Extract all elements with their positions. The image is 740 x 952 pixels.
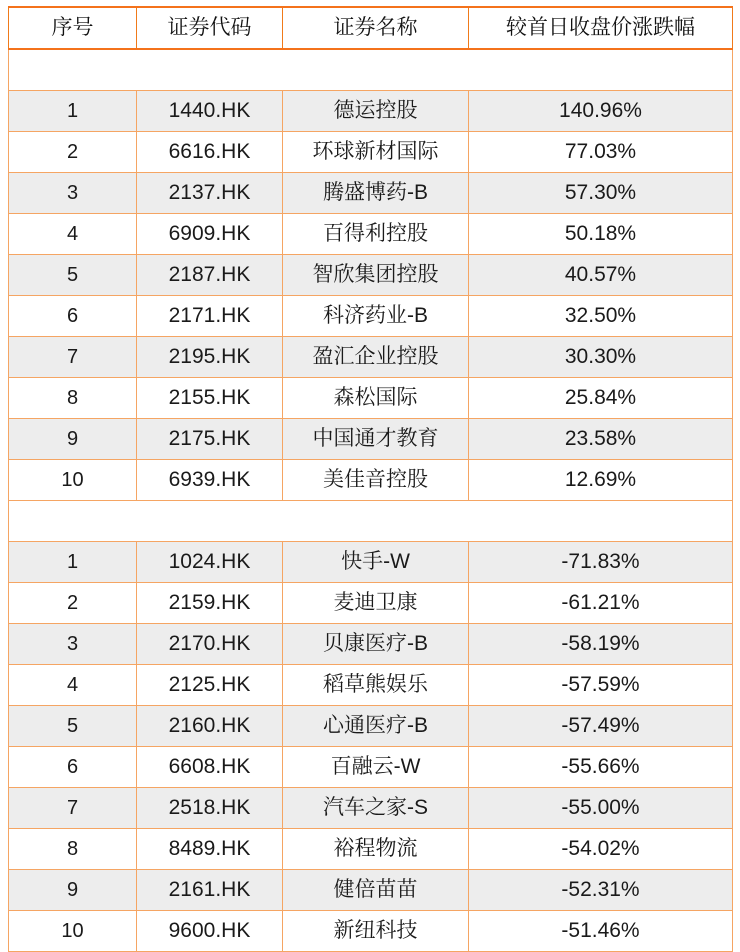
table-row <box>9 255 733 296</box>
table-row <box>9 665 733 706</box>
cell-code: 2155.HK <box>137 378 283 419</box>
cell-rank: 8 <box>9 829 137 870</box>
table-row <box>9 132 733 173</box>
cell-name: 百得利控股 <box>283 214 469 255</box>
cell-change: -55.00% <box>469 788 733 829</box>
cell-rank: 4 <box>9 665 137 706</box>
cell-code: 2170.HK <box>137 624 283 665</box>
cell-rank: 8 <box>9 378 137 419</box>
cell-code: 6608.HK <box>137 747 283 788</box>
cell-rank: 9 <box>9 419 137 460</box>
header-row <box>9 7 733 49</box>
cell-code: 2125.HK <box>137 665 283 706</box>
cell-code: 1440.HK <box>137 91 283 132</box>
cell-name: 森松国际 <box>283 378 469 419</box>
cell-name: 新纽科技 <box>283 911 469 952</box>
cell-change: 77.03% <box>469 132 733 173</box>
cell-change: -58.19% <box>469 624 733 665</box>
cell-name: 智欣集团控股 <box>283 255 469 296</box>
cell-rank: 3 <box>9 624 137 665</box>
table-row <box>9 378 733 419</box>
cell-rank: 5 <box>9 255 137 296</box>
section-title-row <box>9 49 733 91</box>
cell-rank: 6 <box>9 747 137 788</box>
cell-change: 25.84% <box>469 378 733 419</box>
table-row <box>9 829 733 870</box>
cell-code: 6909.HK <box>137 214 283 255</box>
section-title: 跌幅前十 <box>9 501 733 542</box>
table-body <box>9 49 733 952</box>
cell-name: 盈汇企业控股 <box>283 337 469 378</box>
cell-name: 环球新材国际 <box>283 132 469 173</box>
cell-name: 稻草熊娱乐 <box>283 665 469 706</box>
cell-code: 2187.HK <box>137 255 283 296</box>
cell-code: 9600.HK <box>137 911 283 952</box>
cell-change: -55.66% <box>469 747 733 788</box>
cell-name: 心通医疗-B <box>283 706 469 747</box>
cell-change: 23.58% <box>469 419 733 460</box>
cell-code: 2137.HK <box>137 173 283 214</box>
column-header-rank: 序号 <box>9 7 137 49</box>
cell-code: 2160.HK <box>137 706 283 747</box>
cell-rank: 9 <box>9 870 137 911</box>
cell-change: -71.83% <box>469 542 733 583</box>
cell-rank: 4 <box>9 214 137 255</box>
cell-change: 32.50% <box>469 296 733 337</box>
column-header-change: 较首日收盘价涨跌幅 <box>469 7 733 49</box>
cell-name: 德运控股 <box>283 91 469 132</box>
section-title-row <box>9 501 733 542</box>
table-row <box>9 911 733 952</box>
cell-code: 8489.HK <box>137 829 283 870</box>
section-title: 涨幅前十 <box>9 49 733 91</box>
cell-rank: 10 <box>9 911 137 952</box>
cell-change: -51.46% <box>469 911 733 952</box>
cell-change: 140.96% <box>469 91 733 132</box>
cell-name: 百融云-W <box>283 747 469 788</box>
cell-rank: 10 <box>9 460 137 501</box>
table-row <box>9 214 733 255</box>
table-header <box>9 7 733 49</box>
cell-name: 贝康医疗-B <box>283 624 469 665</box>
cell-rank: 5 <box>9 706 137 747</box>
column-header-code: 证券代码 <box>137 7 283 49</box>
cell-code: 2159.HK <box>137 583 283 624</box>
table-row <box>9 870 733 911</box>
cell-code: 1024.HK <box>137 542 283 583</box>
cell-code: 2161.HK <box>137 870 283 911</box>
cell-code: 2195.HK <box>137 337 283 378</box>
cell-rank: 3 <box>9 173 137 214</box>
cell-name: 汽车之家-S <box>283 788 469 829</box>
cell-change: -52.31% <box>469 870 733 911</box>
cell-name: 科济药业-B <box>283 296 469 337</box>
cell-change: -57.59% <box>469 665 733 706</box>
table-row <box>9 624 733 665</box>
cell-change: 40.57% <box>469 255 733 296</box>
cell-change: -57.49% <box>469 706 733 747</box>
table-row <box>9 91 733 132</box>
cell-change: 57.30% <box>469 173 733 214</box>
cell-change: -54.02% <box>469 829 733 870</box>
cell-name: 裕程物流 <box>283 829 469 870</box>
cell-code: 6616.HK <box>137 132 283 173</box>
cell-rank: 7 <box>9 788 137 829</box>
column-header-name: 证券名称 <box>283 7 469 49</box>
cell-rank: 1 <box>9 542 137 583</box>
table-row <box>9 419 733 460</box>
cell-rank: 6 <box>9 296 137 337</box>
table-row <box>9 296 733 337</box>
table-row <box>9 337 733 378</box>
cell-name: 中国通才教育 <box>283 419 469 460</box>
cell-rank: 2 <box>9 583 137 624</box>
table-row <box>9 706 733 747</box>
stock-ranking-table <box>8 6 733 952</box>
cell-code: 2518.HK <box>137 788 283 829</box>
cell-change: 50.18% <box>469 214 733 255</box>
cell-change: -61.21% <box>469 583 733 624</box>
cell-change: 12.69% <box>469 460 733 501</box>
cell-name: 快手-W <box>283 542 469 583</box>
table-row <box>9 460 733 501</box>
table-row <box>9 583 733 624</box>
table-row <box>9 788 733 829</box>
table-row <box>9 542 733 583</box>
cell-change: 30.30% <box>469 337 733 378</box>
cell-code: 6939.HK <box>137 460 283 501</box>
cell-name: 健倍苗苗 <box>283 870 469 911</box>
cell-rank: 2 <box>9 132 137 173</box>
cell-code: 2175.HK <box>137 419 283 460</box>
table-row <box>9 747 733 788</box>
cell-rank: 1 <box>9 91 137 132</box>
cell-name: 腾盛博药-B <box>283 173 469 214</box>
table-row <box>9 173 733 214</box>
cell-rank: 7 <box>9 337 137 378</box>
cell-code: 2171.HK <box>137 296 283 337</box>
cell-name: 美佳音控股 <box>283 460 469 501</box>
cell-name: 麦迪卫康 <box>283 583 469 624</box>
